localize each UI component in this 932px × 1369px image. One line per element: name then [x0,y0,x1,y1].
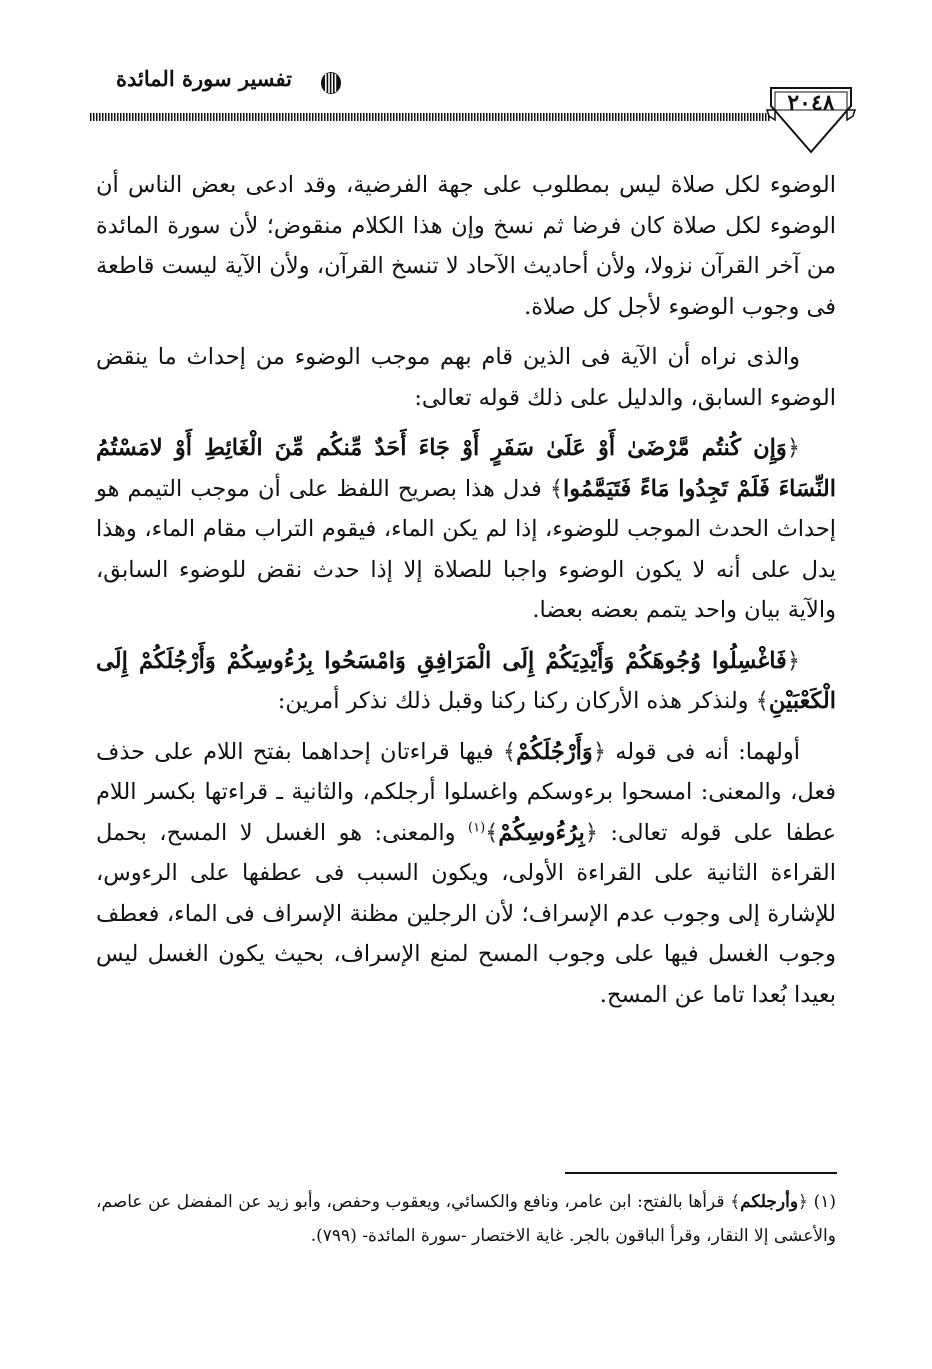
verse-open-bracket: ﴿ [786,647,800,674]
main-text [96,165,836,1025]
running-title: تفسير سورة المائدة [116,66,292,91]
verse-open-bracket: ﴿ [786,435,800,461]
paragraph-3 [96,428,836,631]
quran-word-arjulakum: وَأَرْجُلَكُمْ [516,738,593,765]
footnote-separator [565,1172,837,1174]
verse-close-bracket: ﴾ [502,738,517,765]
verse-close-bracket: ﴾ [730,1192,741,1212]
footnote-1-text: قرأها بالفتح: ابن عامر، ونافع والكسائي، ويعقوب وحفص، وأبو زيد عن المفضل عن عاصم، والأعشى إلا النقار، وقرأ الباقون بالجر. غاية الاختصار -سورة المائدة- (٧٩٩). [96,1192,836,1246]
verse-open-bracket: ﴿ [584,819,598,846]
paragraph-1 [96,165,836,327]
paragraph-5 [96,732,836,1016]
paragraph-4-text: ولنذكر هذه الأركان ركنا ركنا وقبل ذلك نذكر أمرين: [277,688,749,714]
paragraph-5-text-b: فيها قراءتان إحداهما بفتح اللام على حذف فعل، والمعنى: امسحوا برءوسكم واغسلوا أرجلكم، والثانية ـ قراءتها بكسر اللام عطفا على قوله تعالى: [96,738,837,846]
verse-close-bracket: ﴾ [549,475,564,502]
page-header [0,0,932,160]
paragraph-1-text: الوضوء لكل صلاة ليس بمطلوب على جهة الفرضية، وقد ادعى بعض الناس أن الوضوء لكل صلاة كان فرضا ثم نسخ وإن هذا الكلام منقوض؛ لأن سورة المائدة من آخر القرآن نزولا، ولأن أحاديث الآحاد لا تنسخ القرآن، ولأن الآية ليست قاطعة فى وجوب الوضوء لأجل كل صلاة. [96,172,836,320]
quran-word-biruusikum: بِرُءُوسِكُمْ [498,819,585,846]
ornament-icon [318,70,344,96]
footnote-1 [96,1185,836,1253]
footnote-1-number: (١) [813,1192,836,1212]
paragraph-5-text-a: أولهما: أنه فى قوله [615,738,800,765]
verse-close-bracket: ﴾ [485,819,499,846]
page-number: ٢٠٤٨ [787,90,835,116]
footnote-1-verse: وأرجلكم [740,1192,799,1212]
header-rule [90,113,770,121]
quran-verse-wudu: فَاغْسِلُوا وُجُوهَكُمْ وَأَيْدِيَكُمْ إِلَى الْمَرَافِقِ وَامْسَحُوا بِرُءُوسِكُمْ وَأَرْجُلَكُمْ إِلَى الْكَعْبَيْنِ [96,647,836,714]
paragraph-3-text: فدل هذا بصريح اللفظ على أن موجب التيمم هو إحداث الحدث الموجب للوضوء، إذا لم يكن الماء، فيقوم التراب مقام الماء، وهذا يدل على أنه لا يكون الوضوء واجبا للصلاة إلا إذا حدث نقض للوضوء السابق، والآية بيان واحد يتمم بعضه بعضا. [96,475,836,623]
verse-open-bracket: ﴿ [592,738,606,765]
verse-close-bracket: ﴾ [755,688,769,714]
paragraph-2 [96,337,836,418]
footnotes [96,1185,836,1253]
quran-verse-tayammum: وَإِن كُنتُم مَّرْضَىٰ أَوْ عَلَىٰ سَفَرٍ أَوْ جَاءَ أَحَدٌ مِّنكُم مِّنَ الْغَائِطِ أَوْ لامَسْتُمُ النِّسَاءَ فَلَمْ تَجِدُوا مَاءً فَتَيَمَّمُوا [96,435,836,502]
footnote-reference[interactable]: (١) [468,820,486,835]
paragraph-4 [96,641,836,722]
verse-open-bracket: ﴿ [798,1192,809,1212]
paragraph-5-text-c: والمعنى: هو الغسل لا المسح، بحمل القراءة الثانية على القراءة الأولى، ويكون السبب فى عطفها على الرءوس، للإشارة إلى وجوب عدم الإسراف؛ لأن الرجلين مظنة الإسراف فى الماء، فعطف وجوب الغسل فيها على وجوب المسح لمنع الإسراف، بحيث يكون الغسل ليس بعيدا بُعدا تاما عن المسح. [96,819,836,1008]
paragraph-2-text: والذى نراه أن الآية فى الذين قام بهم موجب الوضوء من إحداث ما ينقض الوضوء السابق، والدليل على ذلك قوله تعالى: [96,344,836,411]
